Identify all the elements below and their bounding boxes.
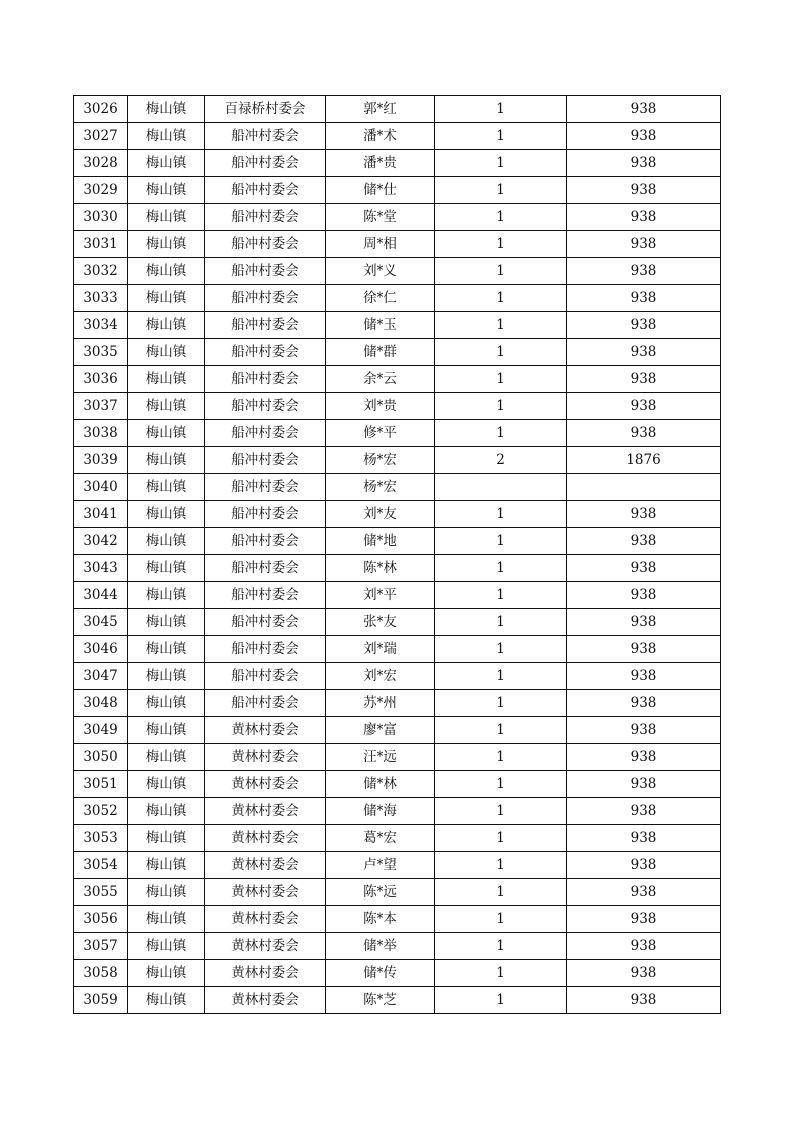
- count-cell: 1: [435, 339, 567, 366]
- amount-cell: 938: [567, 582, 721, 609]
- town-cell: 梅山镇: [128, 447, 205, 474]
- name-cell: 储*举: [326, 933, 435, 960]
- town-cell: 梅山镇: [128, 555, 205, 582]
- village-cell: 船冲村委会: [205, 150, 326, 177]
- row-id-cell: 3041: [74, 501, 128, 528]
- count-cell: 1: [435, 123, 567, 150]
- count-cell: 1: [435, 771, 567, 798]
- amount-cell: 938: [567, 798, 721, 825]
- table-row: [74, 96, 721, 123]
- amount-cell: 938: [567, 258, 721, 285]
- town-cell: 梅山镇: [128, 474, 205, 501]
- count-cell: 1: [435, 258, 567, 285]
- village-cell: 船冲村委会: [205, 177, 326, 204]
- row-id-cell: 3028: [74, 150, 128, 177]
- town-cell: 梅山镇: [128, 258, 205, 285]
- village-cell: 船冲村委会: [205, 555, 326, 582]
- name-cell: 潘*术: [326, 123, 435, 150]
- town-cell: 梅山镇: [128, 987, 205, 1014]
- amount-cell: 938: [567, 420, 721, 447]
- village-cell: 黄林村委会: [205, 879, 326, 906]
- count-cell: 1: [435, 636, 567, 663]
- row-id-cell: 3036: [74, 366, 128, 393]
- count-cell: 1: [435, 717, 567, 744]
- village-cell: 黄林村委会: [205, 906, 326, 933]
- amount-cell: 938: [567, 96, 721, 123]
- amount-cell: 938: [567, 825, 721, 852]
- amount-cell: 938: [567, 123, 721, 150]
- count-cell: 1: [435, 231, 567, 258]
- amount-cell: 938: [567, 852, 721, 879]
- village-cell: 黄林村委会: [205, 771, 326, 798]
- name-cell: 刘*义: [326, 258, 435, 285]
- table-row: [74, 420, 721, 447]
- town-cell: 梅山镇: [128, 960, 205, 987]
- name-cell: 苏*州: [326, 690, 435, 717]
- amount-cell: 1876: [567, 447, 721, 474]
- town-cell: 梅山镇: [128, 96, 205, 123]
- row-id-cell: 3051: [74, 771, 128, 798]
- count-cell: 1: [435, 420, 567, 447]
- town-cell: 梅山镇: [128, 312, 205, 339]
- table-row: [74, 582, 721, 609]
- table-row: [74, 312, 721, 339]
- village-cell: 船冲村委会: [205, 339, 326, 366]
- table-row: [74, 690, 721, 717]
- table-row: [74, 258, 721, 285]
- count-cell: 1: [435, 177, 567, 204]
- amount-cell: 938: [567, 987, 721, 1014]
- village-cell: 船冲村委会: [205, 312, 326, 339]
- row-id-cell: 3055: [74, 879, 128, 906]
- table-row: [74, 528, 721, 555]
- name-cell: 刘*平: [326, 582, 435, 609]
- name-cell: 刘*宏: [326, 663, 435, 690]
- table-row: [74, 393, 721, 420]
- table-row: [74, 447, 721, 474]
- row-id-cell: 3026: [74, 96, 128, 123]
- table-row: [74, 501, 721, 528]
- table-row: [74, 339, 721, 366]
- count-cell: 1: [435, 555, 567, 582]
- row-id-cell: 3053: [74, 825, 128, 852]
- amount-cell: 938: [567, 717, 721, 744]
- row-id-cell: 3057: [74, 933, 128, 960]
- village-cell: 船冲村委会: [205, 420, 326, 447]
- town-cell: 梅山镇: [128, 393, 205, 420]
- village-cell: 船冲村委会: [205, 393, 326, 420]
- name-cell: 郭*红: [326, 96, 435, 123]
- table-row: [74, 744, 721, 771]
- row-id-cell: 3042: [74, 528, 128, 555]
- table-row: [74, 906, 721, 933]
- name-cell: 张*友: [326, 609, 435, 636]
- village-cell: 船冲村委会: [205, 528, 326, 555]
- town-cell: 梅山镇: [128, 501, 205, 528]
- amount-cell: 938: [567, 879, 721, 906]
- row-id-cell: 3050: [74, 744, 128, 771]
- town-cell: 梅山镇: [128, 825, 205, 852]
- row-id-cell: 3049: [74, 717, 128, 744]
- table-row: [74, 555, 721, 582]
- row-id-cell: 3035: [74, 339, 128, 366]
- town-cell: 梅山镇: [128, 798, 205, 825]
- town-cell: 梅山镇: [128, 852, 205, 879]
- village-cell: 船冲村委会: [205, 123, 326, 150]
- table-row: [74, 366, 721, 393]
- town-cell: 梅山镇: [128, 636, 205, 663]
- amount-cell: 938: [567, 906, 721, 933]
- name-cell: 陈*本: [326, 906, 435, 933]
- row-id-cell: 3039: [74, 447, 128, 474]
- village-cell: 百禄桥村委会: [205, 96, 326, 123]
- town-cell: 梅山镇: [128, 231, 205, 258]
- village-cell: 黄林村委会: [205, 933, 326, 960]
- name-cell: 余*云: [326, 366, 435, 393]
- village-cell: 黄林村委会: [205, 798, 326, 825]
- name-cell: 陈*远: [326, 879, 435, 906]
- village-cell: 黄林村委会: [205, 960, 326, 987]
- village-cell: 船冲村委会: [205, 204, 326, 231]
- town-cell: 梅山镇: [128, 285, 205, 312]
- table-row: [74, 150, 721, 177]
- town-cell: 梅山镇: [128, 744, 205, 771]
- amount-cell: 938: [567, 501, 721, 528]
- count-cell: 1: [435, 663, 567, 690]
- name-cell: 刘*友: [326, 501, 435, 528]
- village-cell: 黄林村委会: [205, 852, 326, 879]
- roster-table: [73, 95, 721, 1014]
- town-cell: 梅山镇: [128, 339, 205, 366]
- name-cell: 储*地: [326, 528, 435, 555]
- row-id-cell: 3043: [74, 555, 128, 582]
- town-cell: 梅山镇: [128, 933, 205, 960]
- amount-cell: 938: [567, 771, 721, 798]
- name-cell: 陈*芝: [326, 987, 435, 1014]
- amount-cell: 938: [567, 339, 721, 366]
- table-row: [74, 960, 721, 987]
- name-cell: 储*仕: [326, 177, 435, 204]
- row-id-cell: 3029: [74, 177, 128, 204]
- count-cell: 1: [435, 96, 567, 123]
- amount-cell: 938: [567, 231, 721, 258]
- name-cell: 储*玉: [326, 312, 435, 339]
- name-cell: 杨*宏: [326, 474, 435, 501]
- amount-cell: 938: [567, 933, 721, 960]
- town-cell: 梅山镇: [128, 420, 205, 447]
- town-cell: 梅山镇: [128, 609, 205, 636]
- row-id-cell: 3027: [74, 123, 128, 150]
- town-cell: 梅山镇: [128, 690, 205, 717]
- town-cell: 梅山镇: [128, 582, 205, 609]
- name-cell: 储*林: [326, 771, 435, 798]
- row-id-cell: 3040: [74, 474, 128, 501]
- amount-cell: 938: [567, 285, 721, 312]
- name-cell: 修*平: [326, 420, 435, 447]
- row-id-cell: 3037: [74, 393, 128, 420]
- name-cell: 廖*富: [326, 717, 435, 744]
- village-cell: 船冲村委会: [205, 474, 326, 501]
- village-cell: 船冲村委会: [205, 636, 326, 663]
- table-row: [74, 933, 721, 960]
- amount-cell: 938: [567, 555, 721, 582]
- name-cell: 储*群: [326, 339, 435, 366]
- table-row: [74, 123, 721, 150]
- table-row: [74, 474, 721, 501]
- count-cell: 1: [435, 960, 567, 987]
- table-row: [74, 663, 721, 690]
- name-cell: 储*海: [326, 798, 435, 825]
- row-id-cell: 3033: [74, 285, 128, 312]
- row-id-cell: 3044: [74, 582, 128, 609]
- town-cell: 梅山镇: [128, 663, 205, 690]
- name-cell: 葛*宏: [326, 825, 435, 852]
- amount-cell: 938: [567, 636, 721, 663]
- amount-cell: 938: [567, 366, 721, 393]
- amount-cell: [567, 474, 721, 501]
- roster-table-body: [74, 96, 721, 1014]
- row-id-cell: 3034: [74, 312, 128, 339]
- count-cell: 1: [435, 933, 567, 960]
- row-id-cell: 3031: [74, 231, 128, 258]
- amount-cell: 938: [567, 150, 721, 177]
- row-id-cell: 3038: [74, 420, 128, 447]
- name-cell: 周*相: [326, 231, 435, 258]
- town-cell: 梅山镇: [128, 204, 205, 231]
- table-row: [74, 852, 721, 879]
- count-cell: 1: [435, 690, 567, 717]
- town-cell: 梅山镇: [128, 717, 205, 744]
- count-cell: [435, 474, 567, 501]
- count-cell: 1: [435, 798, 567, 825]
- name-cell: 汪*远: [326, 744, 435, 771]
- table-row: [74, 177, 721, 204]
- row-id-cell: 3045: [74, 609, 128, 636]
- table-row: [74, 231, 721, 258]
- count-cell: 1: [435, 312, 567, 339]
- village-cell: 黄林村委会: [205, 717, 326, 744]
- village-cell: 船冲村委会: [205, 663, 326, 690]
- count-cell: 1: [435, 366, 567, 393]
- row-id-cell: 3052: [74, 798, 128, 825]
- row-id-cell: 3032: [74, 258, 128, 285]
- count-cell: 1: [435, 744, 567, 771]
- town-cell: 梅山镇: [128, 177, 205, 204]
- name-cell: 徐*仁: [326, 285, 435, 312]
- count-cell: 1: [435, 852, 567, 879]
- amount-cell: 938: [567, 690, 721, 717]
- row-id-cell: 3047: [74, 663, 128, 690]
- table-row: [74, 204, 721, 231]
- village-cell: 船冲村委会: [205, 231, 326, 258]
- name-cell: 刘*贵: [326, 393, 435, 420]
- village-cell: 船冲村委会: [205, 285, 326, 312]
- amount-cell: 938: [567, 960, 721, 987]
- count-cell: 1: [435, 150, 567, 177]
- count-cell: 1: [435, 987, 567, 1014]
- town-cell: 梅山镇: [128, 771, 205, 798]
- row-id-cell: 3059: [74, 987, 128, 1014]
- table-row: [74, 636, 721, 663]
- village-cell: 黄林村委会: [205, 825, 326, 852]
- row-id-cell: 3058: [74, 960, 128, 987]
- row-id-cell: 3048: [74, 690, 128, 717]
- table-row: [74, 285, 721, 312]
- village-cell: 船冲村委会: [205, 501, 326, 528]
- row-id-cell: 3030: [74, 204, 128, 231]
- count-cell: 1: [435, 393, 567, 420]
- table-row: [74, 609, 721, 636]
- amount-cell: 938: [567, 393, 721, 420]
- row-id-cell: 3056: [74, 906, 128, 933]
- village-cell: 船冲村委会: [205, 690, 326, 717]
- town-cell: 梅山镇: [128, 879, 205, 906]
- count-cell: 1: [435, 285, 567, 312]
- count-cell: 1: [435, 825, 567, 852]
- name-cell: 刘*瑞: [326, 636, 435, 663]
- town-cell: 梅山镇: [128, 528, 205, 555]
- amount-cell: 938: [567, 312, 721, 339]
- town-cell: 梅山镇: [128, 123, 205, 150]
- name-cell: 陈*林: [326, 555, 435, 582]
- town-cell: 梅山镇: [128, 366, 205, 393]
- count-cell: 1: [435, 609, 567, 636]
- name-cell: 潘*贵: [326, 150, 435, 177]
- village-cell: 船冲村委会: [205, 447, 326, 474]
- count-cell: 1: [435, 879, 567, 906]
- count-cell: 1: [435, 501, 567, 528]
- town-cell: 梅山镇: [128, 150, 205, 177]
- count-cell: 1: [435, 906, 567, 933]
- amount-cell: 938: [567, 528, 721, 555]
- count-cell: 1: [435, 528, 567, 555]
- name-cell: 卢*望: [326, 852, 435, 879]
- table-row: [74, 798, 721, 825]
- town-cell: 梅山镇: [128, 906, 205, 933]
- name-cell: 陈*堂: [326, 204, 435, 231]
- amount-cell: 938: [567, 663, 721, 690]
- village-cell: 船冲村委会: [205, 366, 326, 393]
- village-cell: 黄林村委会: [205, 744, 326, 771]
- table-row: [74, 717, 721, 744]
- count-cell: 1: [435, 582, 567, 609]
- village-cell: 船冲村委会: [205, 609, 326, 636]
- amount-cell: 938: [567, 177, 721, 204]
- name-cell: 杨*宏: [326, 447, 435, 474]
- name-cell: 储*传: [326, 960, 435, 987]
- row-id-cell: 3046: [74, 636, 128, 663]
- count-cell: 2: [435, 447, 567, 474]
- row-id-cell: 3054: [74, 852, 128, 879]
- village-cell: 船冲村委会: [205, 258, 326, 285]
- table-row: [74, 987, 721, 1014]
- table-row: [74, 879, 721, 906]
- count-cell: 1: [435, 204, 567, 231]
- table-row: [74, 771, 721, 798]
- amount-cell: 938: [567, 609, 721, 636]
- village-cell: 船冲村委会: [205, 582, 326, 609]
- amount-cell: 938: [567, 204, 721, 231]
- village-cell: 黄林村委会: [205, 987, 326, 1014]
- table-row: [74, 825, 721, 852]
- amount-cell: 938: [567, 744, 721, 771]
